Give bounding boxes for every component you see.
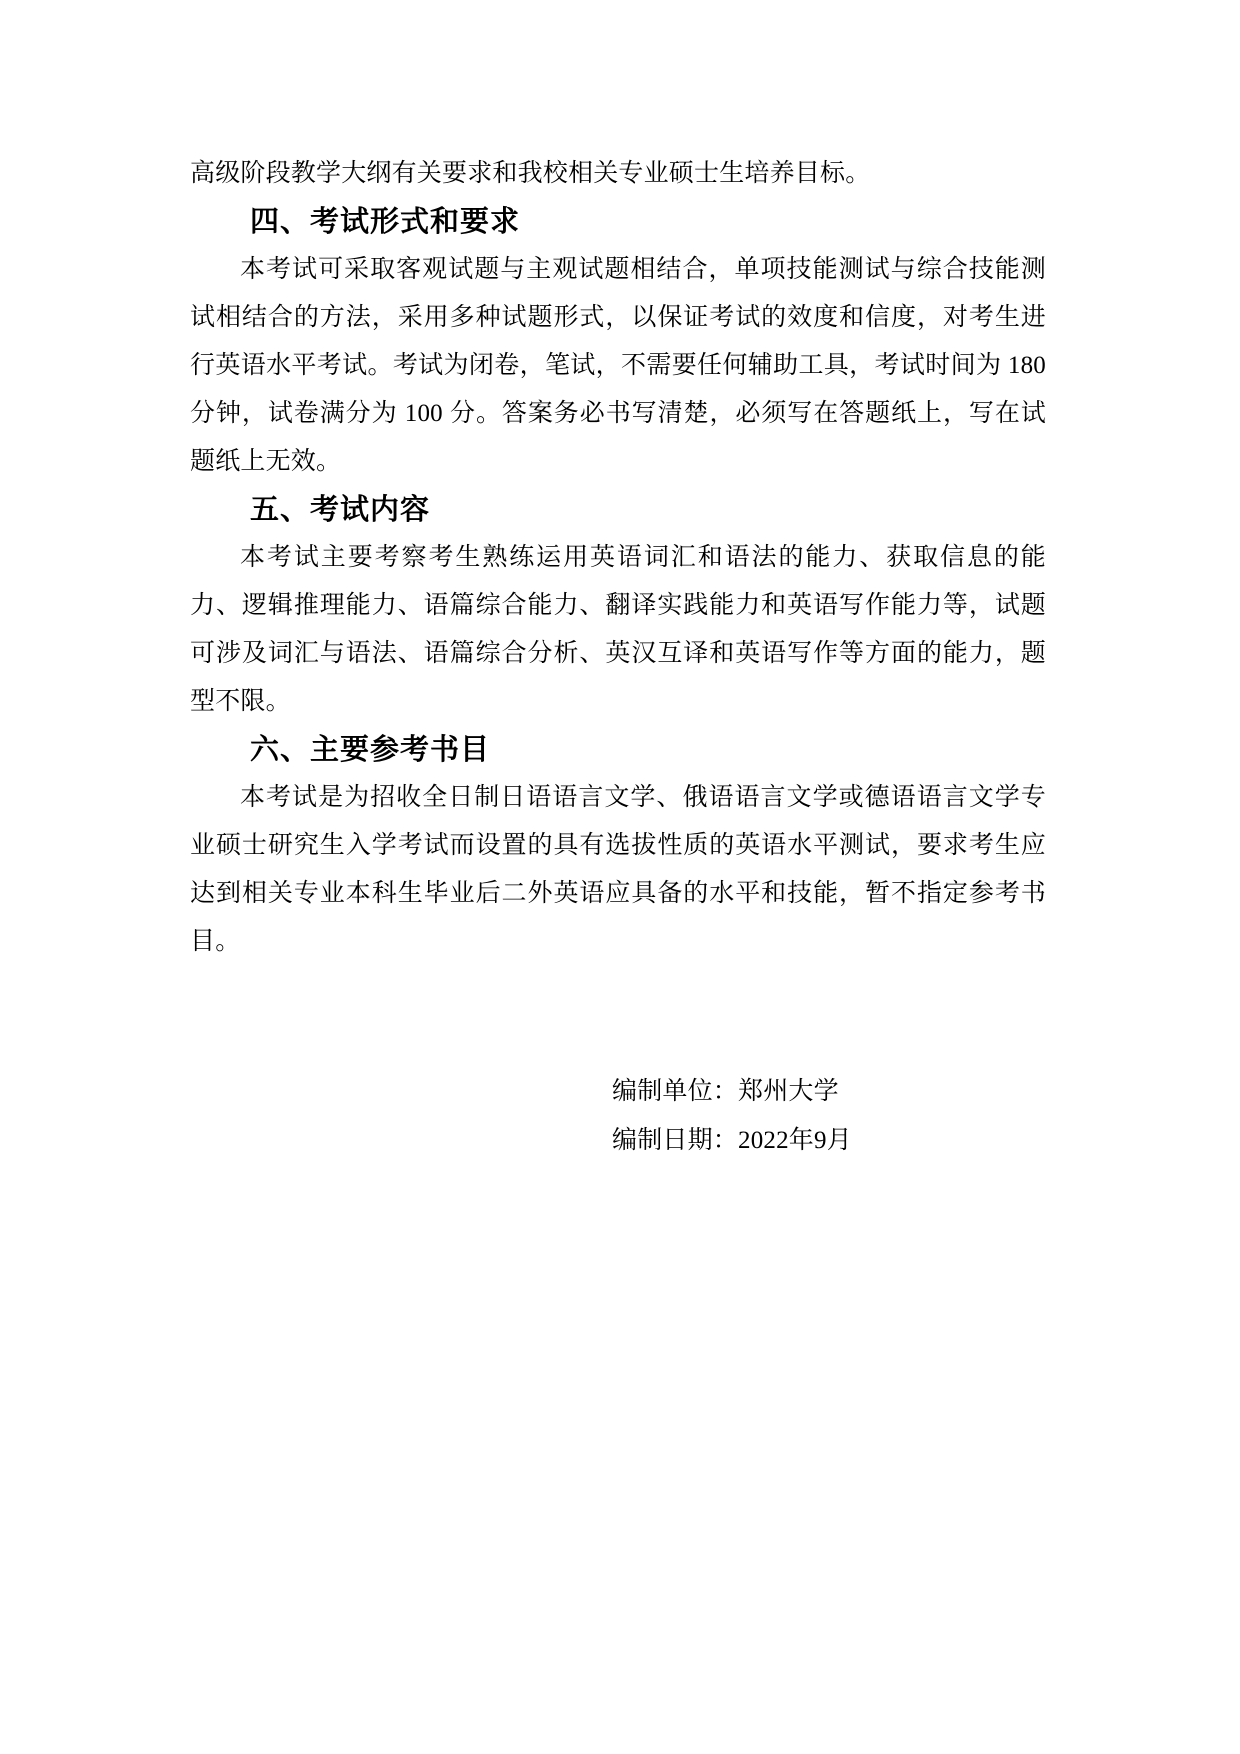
section-heading-exam-format: 四、考试形式和要求 (250, 206, 521, 238)
document-content (190, 150, 1046, 1165)
colophon-compiling-unit: 编制单位：郑州大学 (612, 1078, 839, 1105)
colophon (612, 1067, 1046, 1165)
continuation-paragraph: 高级阶段教学大纲有关要求和我校相关专业硕士生培养目标。 (190, 160, 871, 187)
section-paragraph-reference-books: 本考试是为招收全日制日语语言文学、俄语语言文学或德语语言文学专业硕士研究生入学考试而设置的具有选拔性质的英语水平测试，要求考生应达到相关专业本科生毕业后二外英语应具备的水平和技能，暂不指定参考书目。 (190, 784, 1046, 955)
section-heading-reference-books: 六、主要参考书目 (250, 734, 491, 766)
section-paragraph-exam-format: 本考试可采取客观试题与主观试题相结合，单项技能测试与综合技能测试相结合的方法，采用多种试题形式，以保证考试的效度和信度，对考生进行英语水平考试。考试为闭卷，笔试，不需要任何辅助工具，考试时间为 180 分钟，试卷满分为 100 分。答案务必书写清楚，必须写在答题纸上，写在试题纸上无效。 (190, 256, 1046, 475)
section-heading-exam-content: 五、考试内容 (250, 494, 431, 526)
section-paragraph-exam-content: 本考试主要考察考生熟练运用英语词汇和语法的能力、获取信息的能力、逻辑推理能力、语篇综合能力、翻译实践能力和英语写作能力等，试题可涉及词汇与语法、语篇综合分析、英汉互译和英语写作等方面的能力，题型不限。 (190, 544, 1046, 715)
colophon-compiling-date: 编制日期：2022年9月 (612, 1127, 852, 1154)
